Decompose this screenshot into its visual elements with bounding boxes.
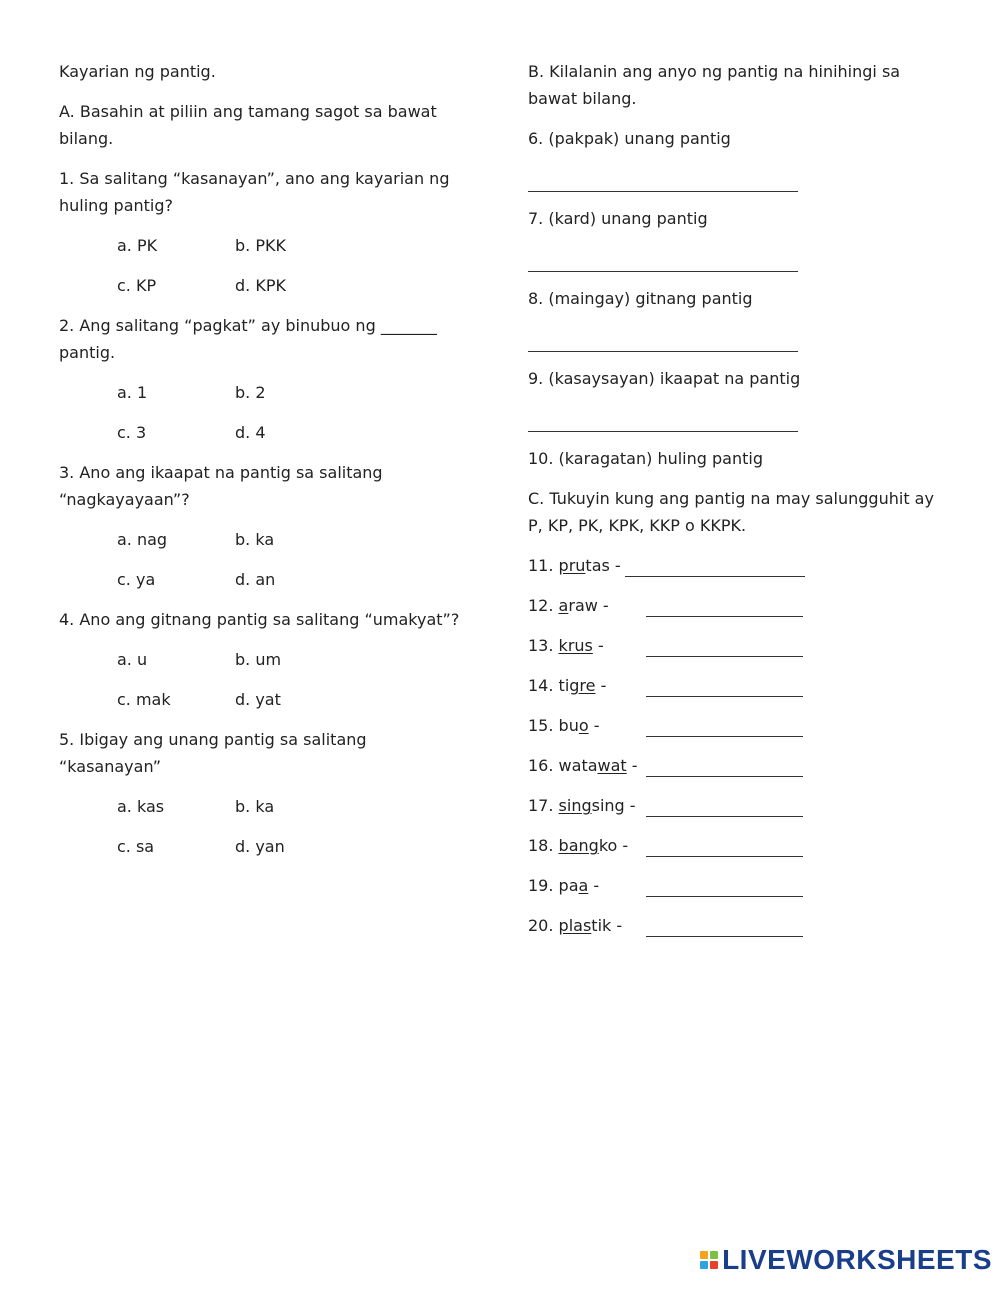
question-6: 6. (pakpak) unang pantig [528,129,731,148]
options-row [59,379,479,406]
question-4: 4. Ano ang gitnang pantig sa salitang “umakyat”? [59,610,460,629]
liveworksheets-logo-icon [700,1251,718,1269]
options-row [59,686,479,713]
option-b[interactable]: b. ka [235,797,275,816]
question-2: 2. Ang salitang “pagkat” ay binubuo ng _______ pantig. [59,316,437,362]
question-1: 1. Sa salitang “kasanayan”, ano ang kayarian ng huling pantig? [59,169,450,215]
option-a[interactable]: a. 1 [117,383,148,402]
options-row [59,833,479,860]
options-row [59,272,479,299]
options-row [59,566,479,593]
part-c-instruction: C. Tukuyin kung ang pantig na may salungguhit ay P, KP, PK, KPK, KKP o KKPK. [528,489,934,535]
question-3: 3. Ano ang ikaapat na pantig sa salitang “nagkayayaan”? [59,463,383,509]
option-d[interactable]: d. an [235,570,276,589]
question-15: 15. buo - [528,712,948,739]
logo-square [710,1261,718,1269]
part-b-instruction: B. Kilalanin ang anyo ng pantig na hinihingi sa bawat bilang. [528,62,901,108]
option-d[interactable]: d. 4 [235,423,266,442]
option-c[interactable]: c. ya [117,570,156,589]
right-column [528,58,948,952]
option-b[interactable]: b. PKK [235,236,286,255]
logo-square [700,1251,708,1259]
answer-field-20[interactable] [646,917,803,937]
logo-square [710,1251,718,1259]
answer-field-12[interactable] [646,597,803,617]
question-19: 19. paa - [528,872,948,899]
question-14: 14. tigre - [528,672,948,699]
question-13: 13. krus - [528,632,948,659]
brand-name: LIVEWORKSHEETS [722,1244,992,1275]
part-a-instruction: A. Basahin at piliin ang tamang sagot sa bawat bilang. [59,102,437,148]
option-b[interactable]: b. ka [235,530,275,549]
option-d[interactable]: d. yan [235,837,285,856]
option-d[interactable]: d. KPK [235,276,286,295]
question-20: 20. plastik - [528,912,948,939]
option-a[interactable]: a. PK [117,236,158,255]
option-b[interactable]: b. 2 [235,383,266,402]
answer-field-8[interactable] [528,325,798,352]
option-a[interactable]: a. kas [117,797,165,816]
answer-field-15[interactable] [646,717,803,737]
question-5: 5. Ibigay ang unang pantig sa salitang “kasanayan” [59,730,367,776]
question-10: 10. (karagatan) huling pantig [528,449,763,468]
answer-field-6[interactable] [528,165,798,192]
options-row [59,526,479,553]
question-11: 11. prutas - [528,552,948,579]
option-c[interactable]: c. KP [117,276,157,295]
option-c[interactable]: c. 3 [117,423,147,442]
option-a[interactable]: a. u [117,650,148,669]
option-c[interactable]: c. sa [117,837,155,856]
question-18: 18. bangko - [528,832,948,859]
answer-field-14[interactable] [646,677,803,697]
options-row [59,646,479,673]
option-c[interactable]: c. mak [117,690,171,709]
answer-field-11[interactable] [625,557,805,577]
question-16: 16. watawat - [528,752,948,779]
answer-field-7[interactable] [528,245,798,272]
liveworksheets-logo [700,1245,992,1275]
logo-square [700,1261,708,1269]
question-9: 9. (kasaysayan) ikaapat na pantig [528,369,801,388]
section-title: Kayarian ng pantig. [59,62,216,81]
option-b[interactable]: b. um [235,650,282,669]
question-17: 17. singsing - [528,792,948,819]
option-d[interactable]: d. yat [235,690,281,709]
left-column [59,58,479,873]
option-a[interactable]: a. nag [117,530,168,549]
question-8: 8. (maingay) gitnang pantig [528,289,753,308]
question-7: 7. (kard) unang pantig [528,209,708,228]
answer-field-17[interactable] [646,797,803,817]
answer-field-9[interactable] [528,405,798,432]
answer-field-19[interactable] [646,877,803,897]
options-row [59,793,479,820]
options-row [59,419,479,446]
answer-field-18[interactable] [646,837,803,857]
options-row [59,232,479,259]
question-12: 12. araw - [528,592,948,619]
answer-field-13[interactable] [646,637,803,657]
answer-field-16[interactable] [646,757,803,777]
